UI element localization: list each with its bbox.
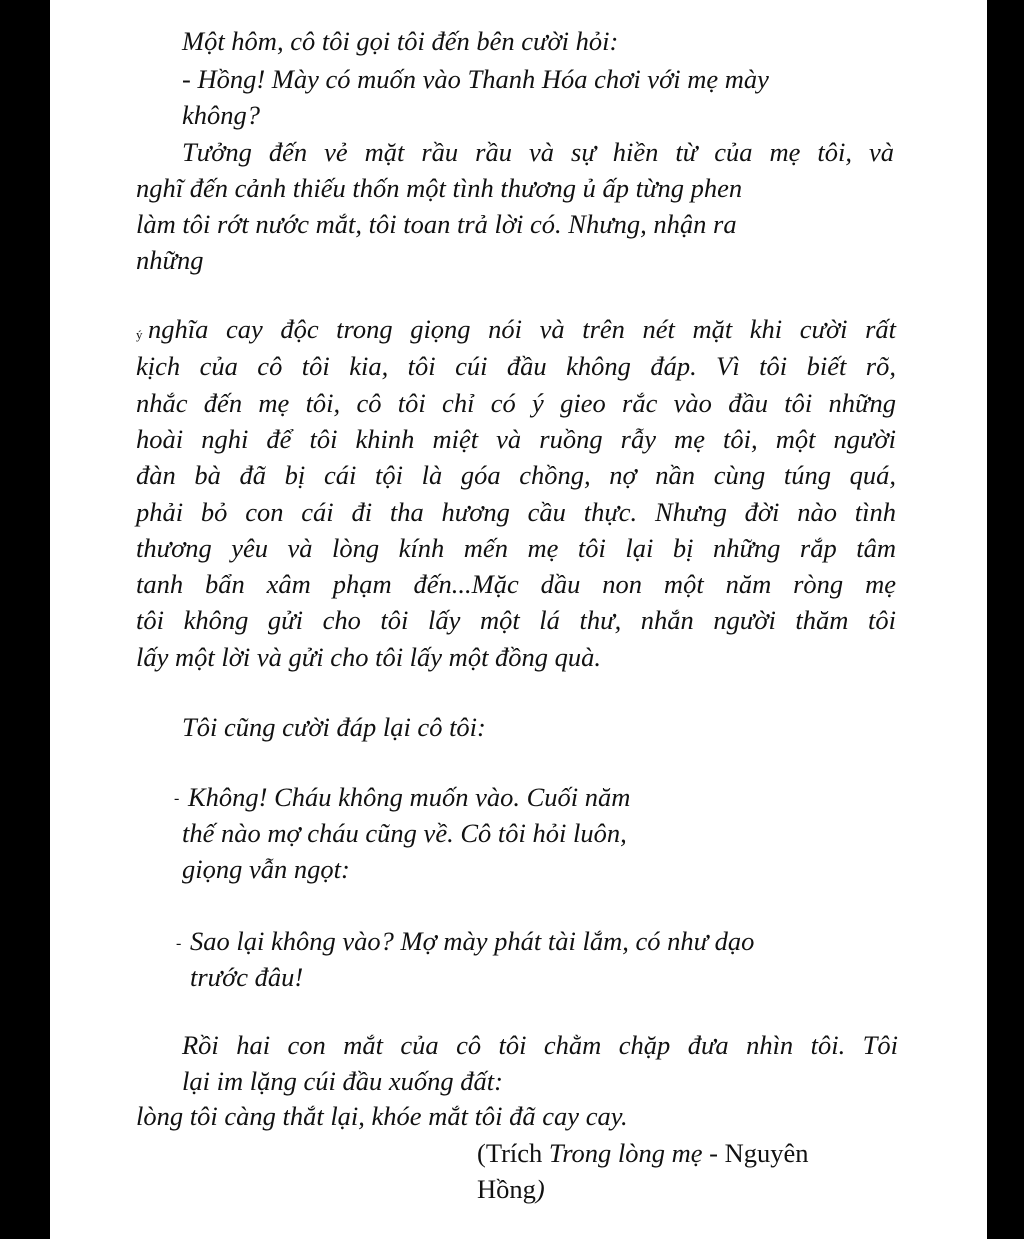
citation-title: Trong lòng mẹ <box>548 1138 703 1168</box>
text-line: Rồi hai con mắt của cô tôi chằm chặp đưa nhìn tôi. Tôi <box>182 1030 898 1060</box>
text-line: thế nào mợ cháu cũng về. Cô tôi hỏi luôn, <box>182 818 627 848</box>
text-line: Một hôm, cô tôi gọi tôi đến bên cười hỏi: <box>182 26 619 56</box>
document-page <box>50 0 987 1239</box>
citation-line <box>477 1136 809 1170</box>
text-line: lấy một lời và gửi cho tôi lấy một đồng quà. <box>136 642 602 672</box>
citation-line <box>477 1172 545 1206</box>
text-line: hoài nghi để tôi khinh miệt và ruồng rẫy mẹ tôi, một người <box>136 424 896 454</box>
text-line: - Hồng! Mày có muốn vào Thanh Hóa chơi với mẹ mày <box>182 64 769 94</box>
dialogue-dash: - <box>174 790 180 807</box>
text-line: tôi không gửi cho tôi lấy một lá thư, nhắn người thăm tôi <box>136 605 896 635</box>
text-line: không? <box>182 100 261 130</box>
text-line: lại im lặng cúi đầu xuống đất: <box>182 1066 503 1096</box>
citation-author-first: - Nguyên <box>702 1138 809 1168</box>
text-line: Sao lại không vào? Mợ mày phát tài lắm, có như dạo <box>190 926 755 956</box>
text-line: những <box>136 245 204 275</box>
citation-open-paren: ( <box>477 1138 486 1168</box>
text-line: thương yêu và lòng kính mến mẹ tôi lại bị những rắp tâm <box>136 533 896 563</box>
text-line: trước đâu! <box>190 962 304 992</box>
citation-prefix: Trích <box>485 1138 549 1168</box>
text-line: kịch của cô tôi kia, tôi cúi đầu không đáp. Vì tôi biết rõ, <box>136 351 896 381</box>
text-line: nghĩa cay độc trong giọng nói và trên nét mặt khi cười rất <box>148 314 896 344</box>
text-line: tanh bẩn xâm phạm đến...Mặc dầu non một năm ròng mẹ <box>136 569 896 599</box>
text-line: làm tôi rớt nước mắt, tôi toan trả lời có. Nhưng, nhận ra <box>136 209 737 239</box>
text-line: giọng vẫn ngọt: <box>182 854 350 884</box>
text-line: lòng tôi càng thắt lại, khóe mắt tôi đã cay cay. <box>136 1101 628 1131</box>
text-line: đàn bà đã bị cái tội là góa chồng, nợ nần cùng túng quá, <box>136 460 896 490</box>
text-line: nghĩ đến cảnh thiếu thốn một tình thương ủ ấp từng phen <box>136 173 743 203</box>
citation-close-paren: ) <box>535 1174 545 1204</box>
excerpt-text <box>50 0 987 1239</box>
text-line: Tưởng đến vẻ mặt rầu rầu và sự hiền từ của mẹ tôi, và <box>182 137 894 167</box>
citation-author-last: Hồng <box>477 1174 536 1204</box>
text-line: Không! Cháu không muốn vào. Cuối năm <box>188 782 631 812</box>
text-line: Tôi cũng cười đáp lại cô tôi: <box>182 712 486 742</box>
text-line: phải bỏ con cái đi tha hương cầu thực. Nhưng đời nào tình <box>136 497 896 527</box>
text-line: nhắc đến mẹ tôi, cô tôi chỉ có ý gieo rắc vào đầu tôi những <box>136 388 896 418</box>
marginal-mark: ý <box>136 327 143 342</box>
dialogue-dash: - <box>176 935 182 952</box>
